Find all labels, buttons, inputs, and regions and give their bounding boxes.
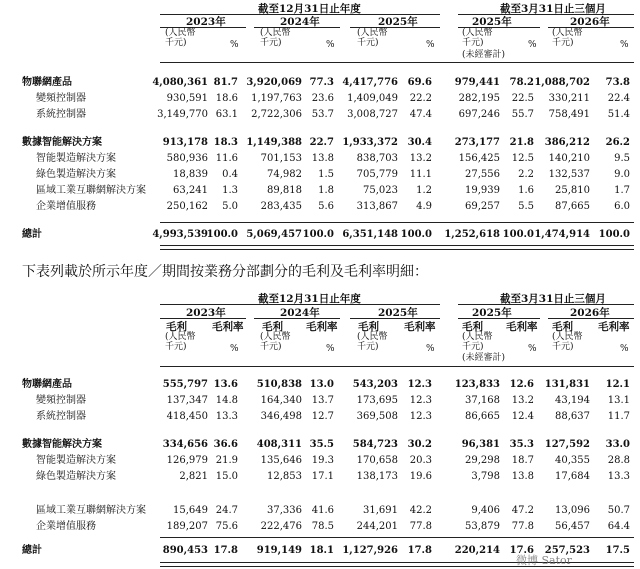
row-label: 數據智能解決方案 xyxy=(22,439,102,450)
table-cell: 913,178 xyxy=(162,137,208,148)
table-cell: 890,453 xyxy=(162,545,208,556)
table-cell: 189,207 xyxy=(166,521,208,532)
t1-unaudited: (未經審計) xyxy=(462,50,506,60)
table-cell: 18.7 xyxy=(511,455,534,466)
table-cell: 15.0 xyxy=(215,471,238,482)
table-cell: 47.4 xyxy=(409,109,432,120)
table-cell: 408,311 xyxy=(256,439,302,450)
table-cell: 75.6 xyxy=(215,521,238,532)
t2-col-gp: 毛利 xyxy=(262,321,283,333)
table-cell: 1,149,388 xyxy=(246,137,302,148)
t2-col-gp: 毛利 xyxy=(552,321,573,333)
table-cell: 35.5 xyxy=(309,439,334,450)
t2-period-header-year: 截至12月31日止年度 xyxy=(258,293,361,305)
table-cell: 5.5 xyxy=(518,201,534,212)
t2-col-gm: 毛利率 xyxy=(598,321,630,333)
table-cell: 1,088,702 xyxy=(534,77,590,88)
table-cell: 4,080,361 xyxy=(152,77,208,88)
table-cell: 12.3 xyxy=(407,379,432,390)
table-cell: 705,779 xyxy=(356,169,398,180)
table-cell: 37,168 xyxy=(465,395,500,406)
table-cell: 53,879 xyxy=(465,521,500,532)
table-cell: 170,658 xyxy=(356,455,398,466)
table-cell: 21.8 xyxy=(509,137,534,148)
t2-col-gm: 毛利率 xyxy=(404,321,436,333)
table-cell: 13.7 xyxy=(311,395,334,406)
table-cell: 5.0 xyxy=(222,201,238,212)
table-cell: 11.6 xyxy=(215,153,238,164)
t1-pct: % xyxy=(230,40,239,50)
table-cell: 17.8 xyxy=(213,545,238,556)
t2-unit: (人民幣千元) xyxy=(357,332,388,352)
row-label: 物聯網產品 xyxy=(22,77,72,88)
table-cell: 13.3 xyxy=(215,411,238,422)
table-cell: 4,993,539 xyxy=(152,229,208,240)
t2-period-header-quarter: 截至3月31日止三個月 xyxy=(500,293,606,305)
table-cell: 13,096 xyxy=(555,505,590,516)
t2-year-2024: 2024年 xyxy=(280,307,320,319)
table-cell: 140,210 xyxy=(548,153,590,164)
table-cell: 250,162 xyxy=(166,201,208,212)
table-cell: 13.2 xyxy=(511,395,534,406)
table-cell: 13.2 xyxy=(409,153,432,164)
table-cell: 220,214 xyxy=(454,545,500,556)
t1-pct: % xyxy=(426,40,435,50)
t2-year-2025: 2025年 xyxy=(378,307,418,319)
table-cell: 6.0 xyxy=(614,201,630,212)
table-cell: 3,008,727 xyxy=(347,109,398,120)
table-cell: 41.6 xyxy=(311,505,334,516)
table-cell: 919,149 xyxy=(256,545,302,556)
table-cell: 135,646 xyxy=(260,455,302,466)
table-cell: 36.6 xyxy=(213,439,238,450)
table-cell: 1,127,926 xyxy=(342,545,398,556)
table-row xyxy=(0,438,640,452)
t2-unit: (人民幣千元) xyxy=(260,332,291,352)
table-cell: 386,212 xyxy=(544,137,590,148)
table-cell: 5.6 xyxy=(318,201,334,212)
table-cell: 1.6 xyxy=(518,185,534,196)
t1-year-2025q: 2025年 xyxy=(472,16,512,28)
table-cell: 100.0 xyxy=(400,229,432,240)
table-cell: 53.7 xyxy=(311,109,334,120)
table-cell: 330,211 xyxy=(548,93,590,104)
table-cell: 23.6 xyxy=(311,93,334,104)
t2-col-gm: 毛利率 xyxy=(306,321,338,333)
table-cell: 56,457 xyxy=(555,521,590,532)
table-cell: 18,839 xyxy=(173,169,208,180)
table-cell: 2.2 xyxy=(518,169,534,180)
table-cell: 35.3 xyxy=(509,439,534,450)
table-cell: 257,523 xyxy=(544,545,590,556)
table-cell: 1.2 xyxy=(416,185,432,196)
row-label: 區域工業互聯網解決方案 xyxy=(36,505,146,516)
table-row xyxy=(0,92,640,106)
table-cell: 1.5 xyxy=(318,169,334,180)
table-row xyxy=(0,394,640,408)
table-cell: 19,939 xyxy=(465,185,500,196)
t2-col-gm: 毛利率 xyxy=(212,321,244,333)
table-cell: 100.0 xyxy=(206,229,238,240)
t1-pct: % xyxy=(620,40,629,50)
table-cell: 51.4 xyxy=(607,109,630,120)
row-label: 企業增值服務 xyxy=(36,521,96,532)
table-cell: 510,838 xyxy=(256,379,302,390)
table-row xyxy=(0,470,640,484)
table-cell: 6,351,148 xyxy=(342,229,398,240)
table-cell: 9.5 xyxy=(614,153,630,164)
table-cell: 19.3 xyxy=(311,455,334,466)
table-cell: 63,241 xyxy=(173,185,208,196)
table-cell: 3,920,069 xyxy=(246,77,302,88)
row-label: 變頻控制器 xyxy=(36,395,86,406)
table-cell: 47.2 xyxy=(511,505,534,516)
t1-year-2024: 2024年 xyxy=(280,16,320,28)
table-cell: 12.7 xyxy=(311,411,334,422)
row-label: 系統控制器 xyxy=(36,411,86,422)
table-cell: 20.3 xyxy=(409,455,432,466)
table-cell: 1,474,914 xyxy=(534,229,590,240)
table-row xyxy=(0,76,640,90)
table-row xyxy=(0,520,640,534)
table-cell: 17.8 xyxy=(407,545,432,556)
row-label: 區域工業互聯網解決方案 xyxy=(36,185,146,196)
t2-unit: (人民幣千元) xyxy=(462,332,493,352)
table-cell: 283,435 xyxy=(260,201,302,212)
table-cell: 17.6 xyxy=(509,545,534,556)
table-cell: 22.5 xyxy=(511,93,534,104)
t1-pct: % xyxy=(528,40,537,50)
table-cell: 31,691 xyxy=(363,505,398,516)
table-cell: 5,069,457 xyxy=(246,229,302,240)
t2-unit: (人民幣千元) xyxy=(165,332,196,352)
watermark: 微博 Sator xyxy=(516,554,572,567)
t2-year-2025q: 2025年 xyxy=(472,307,512,319)
table-row xyxy=(0,200,640,214)
row-label: 綠色製造解決方案 xyxy=(36,471,116,482)
t2-pct: % xyxy=(620,344,629,354)
table-cell: 43,194 xyxy=(555,395,590,406)
t1-year-2023: 2023年 xyxy=(186,16,226,28)
table-cell: 334,656 xyxy=(162,439,208,450)
table-cell: 580,936 xyxy=(166,153,208,164)
table-cell: 701,153 xyxy=(260,153,302,164)
table-cell: 19.6 xyxy=(409,471,432,482)
t1-period-header-year: 截至12月31日止年度 xyxy=(258,3,361,15)
t1-unit-2026q: (人民幣千元) xyxy=(552,28,583,48)
table-cell: 1,252,618 xyxy=(444,229,500,240)
table-cell: 697,246 xyxy=(458,109,500,120)
t2-pct: % xyxy=(528,344,537,354)
table-cell: 22.7 xyxy=(309,137,334,148)
t1-year-2026q: 2026年 xyxy=(570,16,610,28)
table-cell: 9,406 xyxy=(471,505,500,516)
table-row xyxy=(0,108,640,122)
table-cell: 2,722,306 xyxy=(251,109,302,120)
table-cell: 13.0 xyxy=(309,379,334,390)
t1-unit-2024: (人民幣千元) xyxy=(260,28,291,48)
table-cell: 78.5 xyxy=(311,521,334,532)
table-cell: 12.3 xyxy=(409,411,432,422)
table-cell: 13.8 xyxy=(311,153,334,164)
table-cell: 12.1 xyxy=(605,379,630,390)
table-row xyxy=(0,504,640,518)
table-cell: 26.2 xyxy=(605,137,630,148)
table-cell: 282,195 xyxy=(458,93,500,104)
table-cell: 979,441 xyxy=(454,77,500,88)
row-label: 物聯網產品 xyxy=(22,379,72,390)
t1-unit-2025q: (人民幣千元) xyxy=(462,28,493,48)
t1-pct: % xyxy=(326,40,335,50)
table-cell: 100.0 xyxy=(302,229,334,240)
table-cell: 838,703 xyxy=(356,153,398,164)
row-label: 變頻控制器 xyxy=(36,93,86,104)
table-cell: 12.3 xyxy=(409,395,432,406)
table-cell: 4,417,776 xyxy=(342,77,398,88)
table-cell: 4.9 xyxy=(416,201,432,212)
table-cell: 33.0 xyxy=(605,439,630,450)
table-cell: 137,347 xyxy=(166,395,208,406)
table-cell: 313,867 xyxy=(356,201,398,212)
row-label: 數據智能解決方案 xyxy=(22,137,102,148)
table-cell: 69.6 xyxy=(407,77,432,88)
table-cell: 346,498 xyxy=(260,411,302,422)
table-cell: 930,591 xyxy=(166,93,208,104)
table-cell: 273,177 xyxy=(454,137,500,148)
table-cell: 1,409,049 xyxy=(347,93,398,104)
table-cell: 156,425 xyxy=(458,153,500,164)
table-cell: 11.7 xyxy=(607,411,630,422)
table-row xyxy=(0,410,640,424)
table-cell: 64.4 xyxy=(607,521,630,532)
t2-pct: % xyxy=(326,344,335,354)
table-cell: 9.0 xyxy=(614,169,630,180)
table-cell: 173,695 xyxy=(356,395,398,406)
table-cell: 17.5 xyxy=(605,545,630,556)
table-cell: 88,637 xyxy=(555,411,590,422)
table-cell: 555,797 xyxy=(162,379,208,390)
t2-col-gm: 毛利率 xyxy=(506,321,538,333)
table-cell: 14.8 xyxy=(215,395,238,406)
table-cell: 75,023 xyxy=(363,185,398,196)
table-cell: 13.6 xyxy=(213,379,238,390)
table-cell: 73.8 xyxy=(605,77,630,88)
table-cell: 11.1 xyxy=(409,169,432,180)
table-cell: 1.7 xyxy=(614,185,630,196)
table-cell: 15,649 xyxy=(173,505,208,516)
table-row xyxy=(0,228,640,242)
table-cell: 27,556 xyxy=(465,169,500,180)
section-title: 下表列載於所示年度／期間按業務分部劃分的毛利及毛利率明細： xyxy=(22,264,428,280)
table-cell: 24.7 xyxy=(215,505,238,516)
table-cell: 584,723 xyxy=(352,439,398,450)
table-cell: 12.4 xyxy=(511,411,534,422)
table-cell: 77.3 xyxy=(309,77,334,88)
table-cell: 29,298 xyxy=(465,455,500,466)
row-label: 系統控制器 xyxy=(36,109,86,120)
t1-period-header-quarter: 截至3月31日止三個月 xyxy=(500,3,606,15)
table-cell: 21.9 xyxy=(215,455,238,466)
row-label: 總計 xyxy=(22,545,42,556)
table-row xyxy=(0,136,640,150)
table-cell: 50.7 xyxy=(607,505,630,516)
table-cell: 74,982 xyxy=(267,169,302,180)
table-cell: 77.8 xyxy=(409,521,432,532)
table-cell: 2,821 xyxy=(179,471,208,482)
table-cell: 25,810 xyxy=(555,185,590,196)
table-cell: 127,592 xyxy=(544,439,590,450)
table-cell: 1.3 xyxy=(222,185,238,196)
table-cell: 30.4 xyxy=(407,137,432,148)
table-cell: 131,831 xyxy=(544,379,590,390)
table-cell: 13.1 xyxy=(607,395,630,406)
table-cell: 543,203 xyxy=(352,379,398,390)
table-cell: 3,149,770 xyxy=(157,109,208,120)
table-cell: 164,340 xyxy=(260,395,302,406)
table-cell: 30.2 xyxy=(407,439,432,450)
table-cell: 37,336 xyxy=(267,505,302,516)
table-cell: 18.1 xyxy=(309,545,334,556)
table-cell: 1,933,372 xyxy=(342,137,398,148)
table-row xyxy=(0,454,640,468)
t1-unit-2025: (人民幣千元) xyxy=(357,28,388,48)
table-cell: 55.7 xyxy=(511,109,534,120)
table-cell: 28.8 xyxy=(607,455,630,466)
table-cell: 123,833 xyxy=(454,379,500,390)
t2-col-gp: 毛利 xyxy=(166,321,187,333)
table-cell: 126,979 xyxy=(166,455,208,466)
table-cell: 77.8 xyxy=(511,521,534,532)
table-cell: 13.3 xyxy=(607,471,630,482)
table-cell: 3,798 xyxy=(471,471,500,482)
table-cell: 418,450 xyxy=(166,411,208,422)
table-cell: 0.4 xyxy=(222,169,238,180)
table-cell: 18.3 xyxy=(213,137,238,148)
t2-unaudited: (未經審計) xyxy=(462,353,506,363)
table-cell: 758,491 xyxy=(548,109,590,120)
table-cell: 63.1 xyxy=(215,109,238,120)
row-label: 智能製造解決方案 xyxy=(36,455,116,466)
table-cell: 132,537 xyxy=(548,169,590,180)
table-cell: 40,355 xyxy=(555,455,590,466)
row-label: 企業增值服務 xyxy=(36,201,96,212)
t2-col-gp: 毛利 xyxy=(462,321,483,333)
table-cell: 17.1 xyxy=(311,471,334,482)
table-cell: 222,476 xyxy=(260,521,302,532)
t2-col-gp: 毛利 xyxy=(358,321,379,333)
table-row xyxy=(0,184,640,198)
row-label: 智能製造解決方案 xyxy=(36,153,116,164)
table-cell: 13.8 xyxy=(511,471,534,482)
table-cell: 42.2 xyxy=(409,505,432,516)
table-cell: 69,257 xyxy=(465,201,500,212)
table-cell: 12,853 xyxy=(267,471,302,482)
t2-pct: % xyxy=(426,344,435,354)
table-cell: 1,197,763 xyxy=(251,93,302,104)
table-cell: 100.0 xyxy=(502,229,534,240)
table-cell: 96,381 xyxy=(461,439,500,450)
table-cell: 138,173 xyxy=(356,471,398,482)
table-cell: 87,665 xyxy=(555,201,590,212)
table-cell: 22.2 xyxy=(409,93,432,104)
t2-year-2026q: 2026年 xyxy=(570,307,610,319)
table-cell: 244,201 xyxy=(356,521,398,532)
table-cell: 22.4 xyxy=(607,93,630,104)
table-cell: 81.7 xyxy=(213,77,238,88)
table-cell: 78.2 xyxy=(509,77,534,88)
table-row xyxy=(0,378,640,392)
t2-unit: (人民幣千元) xyxy=(552,332,583,352)
table-cell: 1.8 xyxy=(318,185,334,196)
t2-pct: % xyxy=(230,344,239,354)
row-label: 總計 xyxy=(22,229,42,240)
table-cell: 100.0 xyxy=(598,229,630,240)
table-cell: 17,684 xyxy=(555,471,590,482)
row-label: 綠色製造解決方案 xyxy=(36,169,116,180)
table-row xyxy=(0,168,640,182)
table-cell: 89,818 xyxy=(267,185,302,196)
t1-unit-2023: (人民幣千元) xyxy=(165,28,196,48)
table-cell: 12.5 xyxy=(511,153,534,164)
table-row xyxy=(0,152,640,166)
table-cell: 86,665 xyxy=(465,411,500,422)
t1-year-2025: 2025年 xyxy=(378,16,418,28)
t2-year-2023: 2023年 xyxy=(186,307,226,319)
table-cell: 12.6 xyxy=(509,379,534,390)
table-cell: 18.6 xyxy=(215,93,238,104)
table-cell: 369,508 xyxy=(356,411,398,422)
